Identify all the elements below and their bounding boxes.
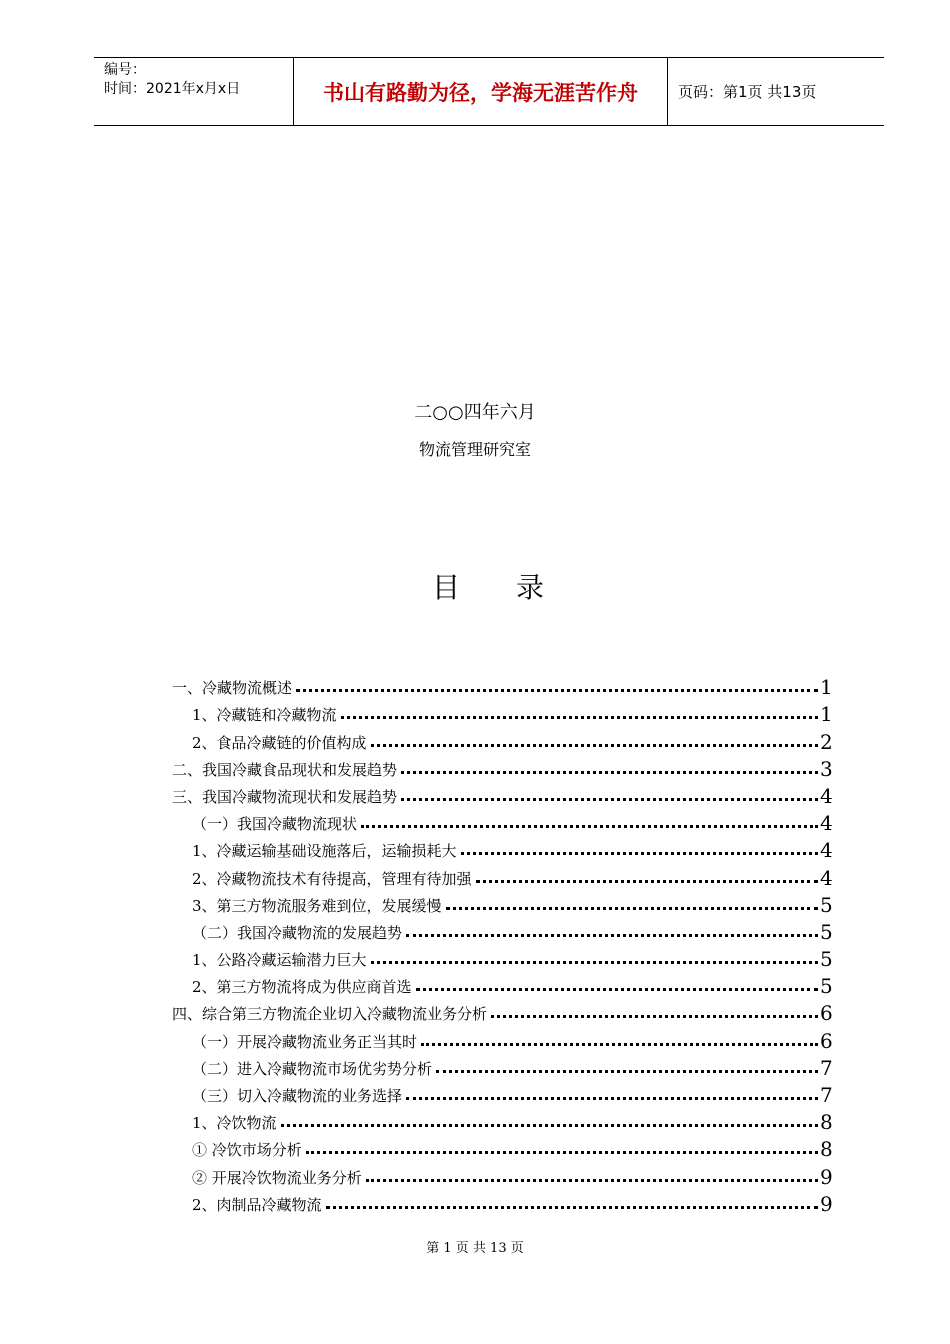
toc-entry-text: 2、冷藏物流技术有待提高，管理有待加强 [192,869,472,888]
toc-entry-text: 二、我国冷藏食品现状和发展趋势 [172,760,398,779]
toc-entry[interactable] [172,997,832,1024]
toc-title-char-1: 目 [432,571,461,604]
header-meta-cell [94,58,294,125]
toc-entry-text: （二）我国冷藏物流的发展趋势 [192,923,403,942]
toc-entry-text: 3、第三方物流服务难到位，发展缓慢 [192,896,442,915]
toc-entry-page: 5 [820,919,833,944]
toc-entry-page: 9 [820,1191,833,1216]
toc-leader-dots [401,798,818,801]
toc-entry[interactable] [172,1079,832,1106]
toc-entry-page: 5 [820,947,833,972]
toc-entry-text: 四、综合第三方物流企业切入冷藏物流业务分析 [172,1005,488,1024]
toc-entry[interactable] [172,1024,832,1051]
toc-entry-text: 1、冷饮物流 [192,1114,277,1133]
toc-title [432,566,544,606]
toc-entry[interactable] [172,780,832,807]
toc-entry-page: 4 [820,811,833,836]
toc-entry[interactable] [172,861,832,888]
toc-leader-dots [406,1097,818,1100]
toc-entry-text: （三）切入冷藏物流的业务选择 [192,1087,403,1105]
toc-leader-dots [281,1124,818,1127]
toc-leader-dots [421,1043,818,1046]
toc-entry-page: 3 [820,756,833,781]
toc-entry-text: （一）我国冷藏物流现状 [192,815,358,834]
toc-entry-page: 1 [820,675,833,700]
toc-leader-dots [491,1015,818,1018]
toc-entry[interactable] [172,1188,832,1215]
toc-entry[interactable] [172,1133,832,1160]
toc-entry-page: 8 [820,1137,833,1162]
toc-entry[interactable] [172,807,832,834]
cover-date: 二○○四年六月 [414,402,536,423]
toc-entry-page: 5 [820,974,833,999]
toc-entry-text: 2、食品冷藏链的价值构成 [192,733,367,752]
toc-leader-dots [476,880,818,883]
toc-entry-page: 2 [820,729,833,754]
toc-entry-page: 8 [820,1110,833,1135]
toc-entry-page: 5 [820,892,833,917]
toc-entry-text: 一、冷藏物流概述 [172,679,293,698]
toc-leader-dots [361,825,818,828]
toc-entry[interactable] [172,1106,832,1133]
toc-entry-page: 7 [820,1055,833,1080]
toc-entry-text: 2、第三方物流将成为供应商首选 [192,978,412,997]
toc-entry[interactable] [172,698,832,725]
toc-entry-page: 1 [820,702,833,727]
toc-leader-dots [366,1179,818,1182]
toc-entry-page: 4 [820,865,833,890]
toc-entry[interactable] [172,725,832,752]
toc-entry-text: （二）进入冷藏物流市场优劣势分析 [192,1059,433,1078]
toc-entry-page: 4 [820,783,833,808]
toc-entry[interactable] [172,753,832,780]
toc-entry-page: 9 [820,1164,833,1189]
table-of-contents [172,671,832,1215]
toc-entry-text: 三、我国冷藏物流现状和发展趋势 [172,787,398,806]
toc-entry[interactable] [172,1052,832,1079]
toc-entry-text: 1、冷藏链和冷藏物流 [192,706,337,725]
toc-entry-text: 1、公路冷藏运输潜力巨大 [192,951,367,970]
toc-leader-dots [341,716,818,719]
toc-leader-dots [296,689,818,692]
header-page-info: 页码：第1页 共13页 [678,83,817,101]
toc-entry-text: ① 冷饮市场分析 [192,1141,302,1160]
toc-leader-dots [371,961,818,964]
toc-entry-text: 1、冷藏运输基础设施落后，运输损耗大 [192,842,457,861]
toc-leader-dots [446,907,818,910]
toc-entry[interactable] [172,889,832,916]
toc-leader-dots [461,852,818,855]
toc-entry-text: ② 开展冷饮物流业务分析 [192,1168,362,1187]
toc-entry[interactable] [172,916,832,943]
toc-leader-dots [436,1070,818,1073]
toc-leader-dots [406,934,818,937]
toc-entry[interactable] [172,943,832,970]
document-time-label: 时间：2021年x月x日 [104,81,241,97]
cover-organization: 物流管理研究室 [418,440,531,459]
toc-entry-text: 2、肉制品冷藏物流 [192,1195,322,1214]
toc-leader-dots [306,1151,818,1154]
toc-entry-page: 7 [820,1083,833,1107]
toc-entry-page: 4 [820,838,833,863]
header-motto: 书山有路勤为径，学海无涯苦作舟 [294,58,668,125]
page-footer: 第 1 页 共 13 页 [426,1241,524,1256]
toc-entry-page: 6 [820,1001,833,1026]
toc-entry-text: （一）开展冷藏物流业务正当其时 [192,1032,418,1051]
document-number-label: 编号： [104,62,146,78]
toc-leader-dots [416,988,818,991]
toc-entry-page: 6 [820,1028,833,1053]
toc-leader-dots [401,771,818,774]
toc-entry[interactable] [172,671,832,698]
toc-title-char-2: 录 [516,571,545,604]
toc-entry[interactable] [172,834,832,861]
page-header [94,57,884,126]
toc-leader-dots [326,1206,818,1209]
toc-entry[interactable] [172,1160,832,1187]
toc-entry[interactable] [172,970,832,997]
toc-leader-dots [371,744,818,747]
